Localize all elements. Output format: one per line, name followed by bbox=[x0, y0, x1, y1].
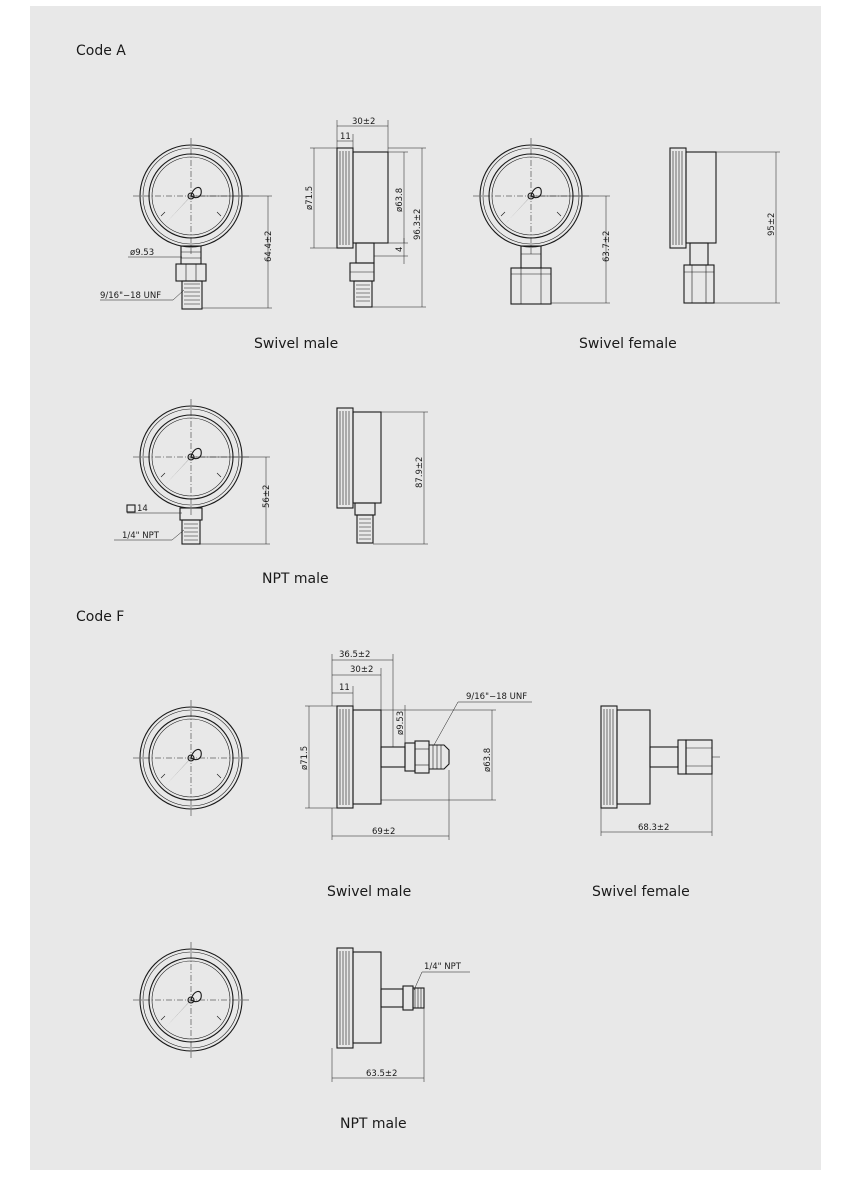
dim-f-sm-diameter: ø9.53 bbox=[396, 710, 406, 735]
view-f-swivel-male-side bbox=[305, 654, 532, 840]
gauge-face-f-npt-male bbox=[133, 942, 249, 1058]
dim-f-npt-length: 63.5±2 bbox=[366, 1069, 398, 1079]
caption-f-swivel-female: Swivel female bbox=[592, 884, 690, 900]
dim-a-sm-bezel: 11 bbox=[340, 132, 351, 142]
dim-a-npt-thread: 1/4" NPT bbox=[122, 531, 159, 541]
dim-f-sm-length: 69±2 bbox=[372, 827, 396, 837]
caption-a-swivel-male: Swivel male bbox=[254, 336, 339, 352]
dim-f-npt-thread: 1/4" NPT bbox=[424, 962, 461, 972]
dim-f-sm-depth: 30±2 bbox=[350, 665, 374, 675]
dim-a-sm-case-diameter: ø71.5 bbox=[305, 185, 315, 210]
dim-f-sm-total: 36.5±2 bbox=[339, 650, 371, 660]
caption-a-swivel-female: Swivel female bbox=[579, 336, 677, 352]
dim-a-sf-total: 95±2 bbox=[767, 212, 777, 236]
dim-a-sm-thread: 9/16"−18 UNF bbox=[100, 291, 162, 301]
dim-a-sm-diameter: ø9.53 bbox=[130, 248, 155, 258]
dim-f-sm-bezel: 11 bbox=[339, 683, 350, 693]
dim-f-sm-window-diameter: ø63.8 bbox=[483, 747, 493, 772]
dim-f-sm-case-diameter: ø71.5 bbox=[300, 745, 310, 770]
view-a-swivel-female-front bbox=[511, 196, 610, 304]
dim-f-sf-length: 68.3±2 bbox=[638, 823, 670, 833]
gauge-face-f-swivel-male bbox=[133, 700, 249, 816]
dim-a-sm-window-diameter: ø63.8 bbox=[395, 187, 405, 212]
dim-a-npt-square: 14 bbox=[137, 504, 148, 514]
dim-a-npt-total: 87.9±2 bbox=[415, 456, 425, 488]
section-header-code-f: Code F bbox=[76, 609, 125, 625]
dim-a-sm-total: 96.3±2 bbox=[413, 208, 423, 240]
dim-a-npt-height: 56±2 bbox=[262, 484, 272, 508]
dim-a-sf-height: 63.7±2 bbox=[602, 230, 612, 262]
section-header-code-a: Code A bbox=[76, 43, 126, 59]
view-f-swivel-female-side bbox=[601, 706, 720, 836]
gauge-faces bbox=[133, 138, 589, 1058]
caption-f-swivel-male: Swivel male bbox=[327, 884, 412, 900]
dim-f-sm-thread: 9/16"−18 UNF bbox=[466, 692, 528, 702]
view-a-swivel-female-side bbox=[670, 148, 780, 303]
view-a-swivel-male-side bbox=[310, 120, 426, 307]
caption-f-npt-male: NPT male bbox=[340, 1116, 407, 1132]
caption-a-npt-male: NPT male bbox=[262, 571, 329, 587]
dim-a-sm-depth: 30±2 bbox=[352, 117, 376, 127]
dim-a-sm-height: 64.4±2 bbox=[264, 230, 274, 262]
dim-a-sm-offset: 4 bbox=[395, 246, 405, 252]
